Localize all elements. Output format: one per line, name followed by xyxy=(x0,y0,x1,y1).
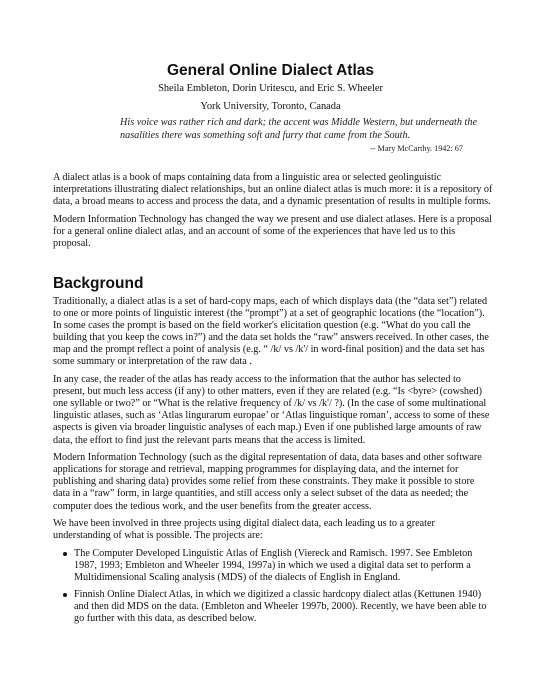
background-section xyxy=(53,296,493,630)
affiliation: York University, Toronto, Canada xyxy=(200,101,341,112)
project-text: The Computer Developed Linguistic Atlas of English (Viereck and Ramisch. 1997. See Embleton 1987, 1993; Embleton and Wheeler 1994, 1997a) in which we used a digital data set to perform a Multidimensional Scaling analysis (MDS) of the dialects of English in England. xyxy=(74,547,473,583)
body-paragraph: We have been involved in three projects using digital dialect data, each leading us to a greater understanding of what is possible. The projects are: xyxy=(53,518,435,542)
intro-paragraph: Modern Information Technology has changed the way we present and use dialect atlases. Here is a proposal for a general online dialect atlas, and an account of some of the experiences that have led us to this proposal. xyxy=(53,213,492,249)
project-list xyxy=(53,548,493,626)
project-list-item xyxy=(53,548,493,584)
document-title: General Online Dialect Atlas xyxy=(166,62,375,79)
body-paragraph: In any case, the reader of the atlas has ready access to the information that the author has selected to present, but much less access (if any) to other matters, even if they are related (e.g. “Is <byre> (cowshed) one syllable or two?” or “What is the relative frequency of /k/ vs /k'/ ?). (In the case of some multinational linguistic atlases, such as ‘Atlas lingurarum europae’ or ‘Atlas linguistique roman’, access to some of these aspects is given via broader linguistic analyses of each map.) Even if one published large amounts of raw data, the effort to find just the relevant parts means that the access is limited. xyxy=(53,374,490,446)
epigraph-quote: His voice was rather rich and dark; the accent was Middle Western, but underneath the nasalities there was something soft and furry that came from the South. xyxy=(120,117,477,141)
bullet-icon xyxy=(63,552,67,556)
section-heading: Background xyxy=(53,275,144,292)
body-paragraph: Modern Information Technology (such as the digital representation of data, data bases and other software applications for storage and retrieval, mapping programmes for displaying data, and the internet for publishing and sharing data) provides some relief from these constraints. They make it possible to store data in a “raw” form, in large quantities, and still access only a select subset of the data as needed; the computer does the tedious work, and the user benefits from the greater access. xyxy=(53,452,482,512)
intro-section xyxy=(53,172,493,256)
project-list-item xyxy=(53,589,493,625)
bullet-icon xyxy=(63,593,67,597)
body-paragraph: Traditionally, a dialect atlas is a set of hard-copy maps, each of which displays data (the “data set”) related to one or more points of linguistic interest (the “prompt”) at a set of geographic locations (the “location”). In some cases the prompt is based on the field worker's elicitation question (e.g. “What do you call the building that you keep the cows in?”) and the data set holds the “raw” answers received. In other cases, the map and the prompt reflect a point of analysis (e.g. “ /k/ vs /k'/ in word-final position) and the data set has some summary or interpretation of the raw data . xyxy=(53,296,489,368)
project-text: Finnish Online Dialect Atlas, in which we digitized a classic hardcopy dialect atlas (Kettunen 1940) and then did MDS on the data. (Embleton and Wheeler 1997b, 2000). Recently, we have been able to go further with this data, as described below. xyxy=(74,589,487,625)
intro-paragraph: A dialect atlas is a book of maps containing data from a linguistic area or selected geolinguistic interpretations illustrating dialect relationships, but an online dialect atlas is much more: it is a repository of data, a broad means to access and process the data, and a dynamic presentation of results in multiple forms. xyxy=(53,172,493,208)
author-list: Sheila Embleton, Dorin Uritescu, and Eric S. Wheeler xyxy=(158,83,383,94)
epigraph-attribution: -- Mary McCarthy. 1942: 67 xyxy=(370,144,463,153)
